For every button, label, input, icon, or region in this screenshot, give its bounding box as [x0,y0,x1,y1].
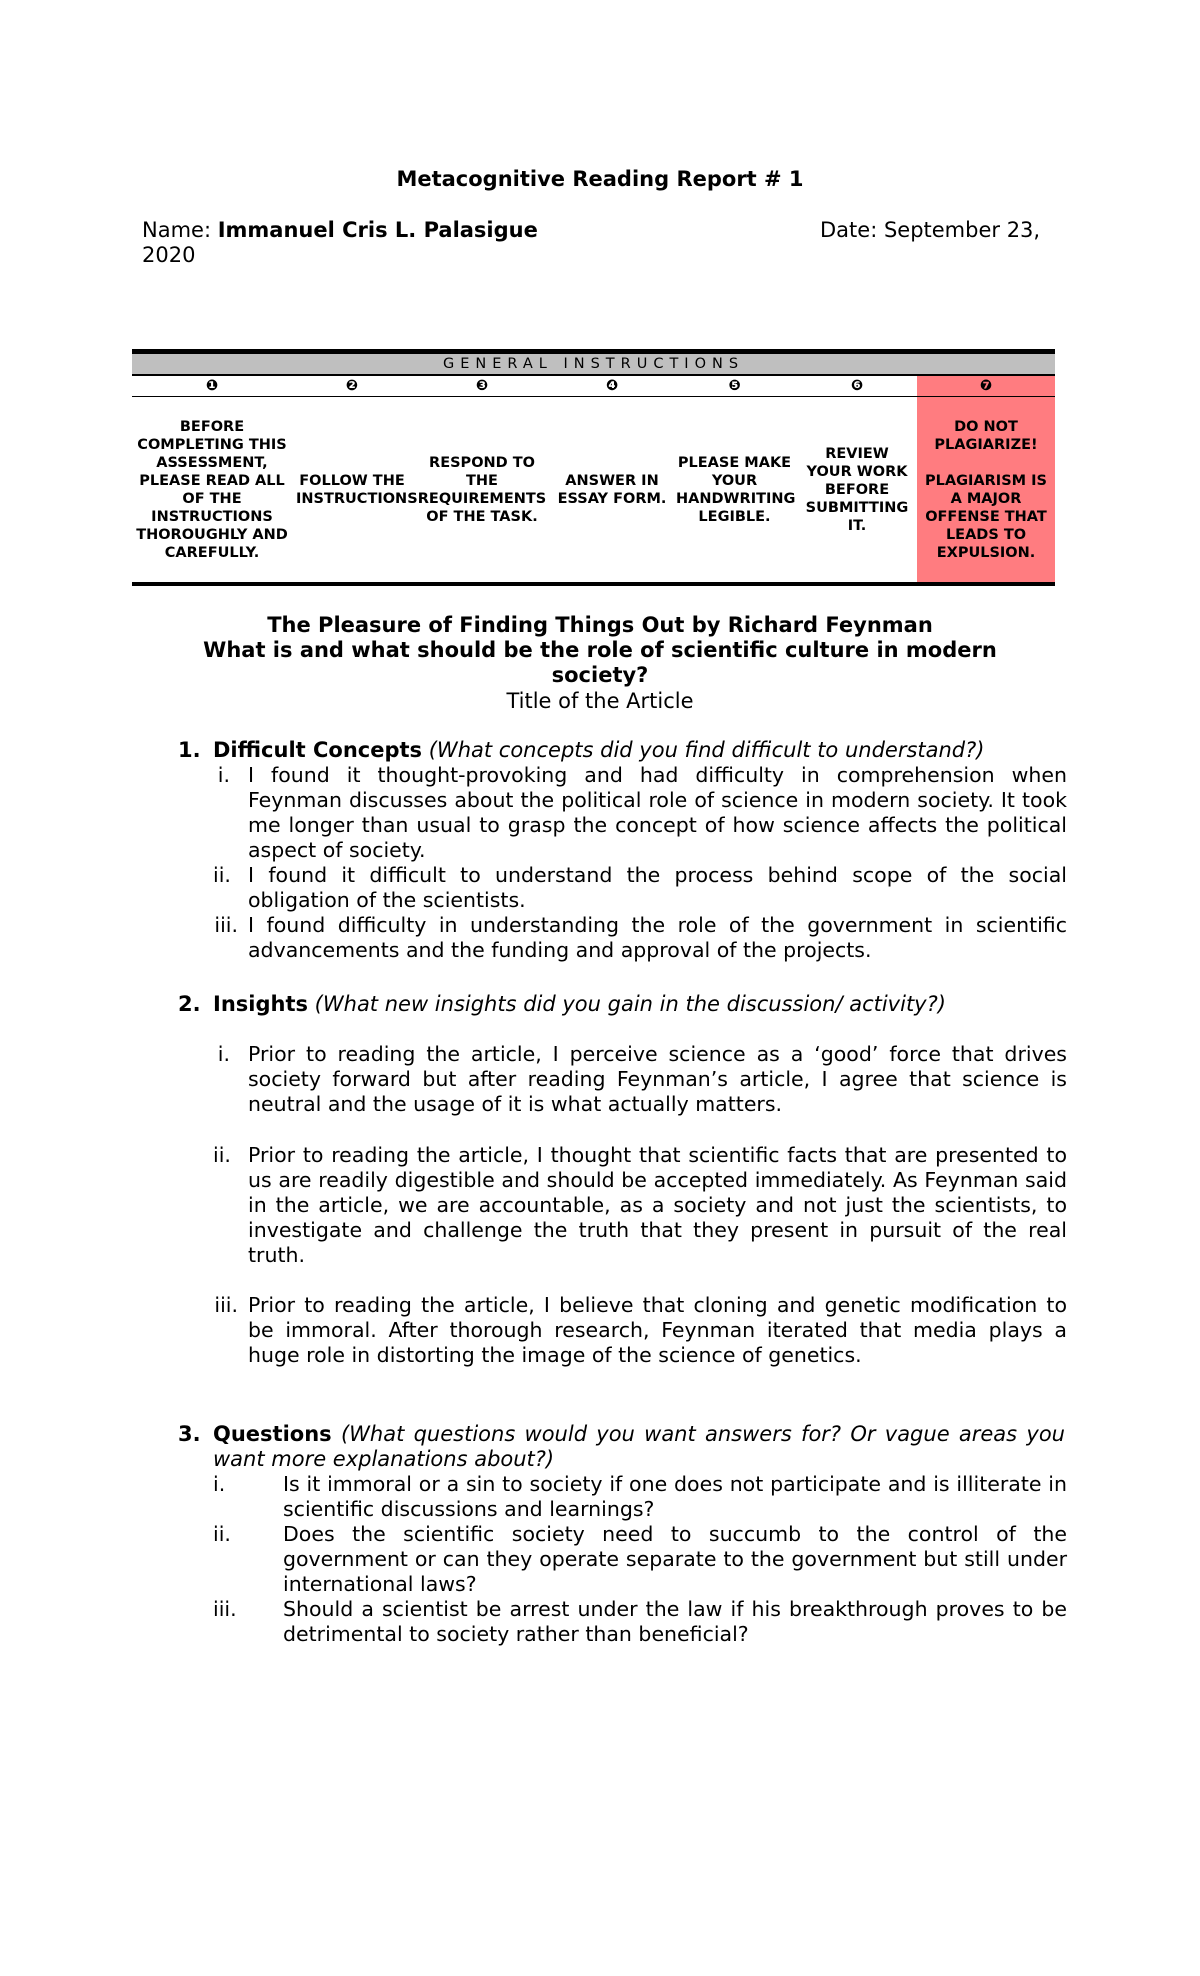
instruction-number: ❼ [917,375,1055,397]
warning-text: PLAGIARISM IS A MAJOR OFFENSE THAT LEADS TO EXPULSION. [925,472,1047,561]
section-title: Insights [213,992,308,1016]
section-prompt: (What concepts did you find difficult to understand?) [428,738,985,762]
general-instructions-table [132,349,1055,586]
instruction-cell: RESPOND TO THE REQUIREMENTS OF THE TASK. [412,397,552,585]
name-line [142,218,538,242]
item-text: Prior to reading the article, I thought that scientific facts that are presented to us are readily digestible and should be accepted immediately. As Feynman said in the article, we are accountable, as a society and not just the scientists, to investigate and challenge the truth that they present in pursuit of the real truth. [248,1143,1067,1267]
roman-numeral: iii. [214,913,238,937]
instruction-number: ❸ [412,375,552,397]
roman-numeral: iii. [214,1293,238,1317]
instruction-number: ❺ [672,375,797,397]
instruction-cell: PLEASE MAKE YOUR HANDWRITING LEGIBLE. [672,397,797,585]
item-text: I found it thought-provoking and had difficulty in comprehension when Feynman discusses about the political role of science in modern society. It took me longer than usual to grasp the concept of how science affects the political aspect of society. [248,763,1067,862]
roman-numeral: i. [217,1042,230,1066]
instruction-number: ❹ [552,375,672,397]
instruction-number: ❻ [797,375,917,397]
section-title: Difficult Concepts [213,738,423,762]
item-text: I found it difficult to understand the process behind scope of the social obligation of the scientists. [248,863,1067,912]
section-number: 2. [178,992,201,1016]
instruction-cell: REVIEW YOUR WORK BEFORE SUBMITTING IT. [797,397,917,585]
section-prompt: (What questions would you want answers for? Or vague areas [340,1422,1018,1446]
roman-numeral: i. [217,763,230,787]
student-name: Immanuel Cris L. Palasigue [217,218,538,242]
date-label: Date: September 23, [820,218,1041,242]
instruction-cell: ANSWER IN ESSAY FORM. [552,397,672,585]
item-text: Should a scientist be arrest under the law if his breakthrough proves to be detrimental to society rather than beneficial? [283,1597,1067,1646]
date-year: 2020 [142,243,196,267]
item-text: Prior to reading the article, I believe that cloning and genetic modification to be immoral. After thorough research, Feynman iterated that media plays a huge role in distorting the image of the science of genetics. [248,1293,1067,1367]
roman-numeral: ii. [213,1143,231,1167]
article-caption: Title of the Article [506,689,694,713]
instruction-number: ❷ [292,375,412,397]
section-prompt-continued: you want more explanations about?) [213,1422,1065,1471]
article-title-line-3: society? [551,663,649,687]
item-text: I found difficulty in understanding the role of the government in scientific advancements and the funding and approval of the projects. [248,913,1067,962]
general-instructions-heading: GENERAL INSTRUCTIONS [132,352,1055,376]
warning-title: DO NOT PLAGIARIZE! [934,418,1038,453]
item-text: Is it immoral or a sin to society if one does not participate and is illiterate in scientific discussions and learnings? [283,1472,1067,1521]
item-text: Prior to reading the article, I perceive science as a ‘good’ force that drives society forward but after reading Feynman’s article, I agree that science is neutral and the usage of it is what actually matters. [248,1042,1067,1116]
instruction-cell: FOLLOW THE INSTRUCTIONS. [292,397,412,585]
section-prompt: (What new insights did you gain in the discussion/ activity?) [314,992,946,1016]
section-title: Questions [213,1422,332,1446]
roman-numeral: ii. [213,863,231,887]
instruction-number: ❶ [132,375,292,397]
article-title-line-1: The Pleasure of Finding Things Out by Richard Feynman [267,613,933,637]
section-heading-text [213,1422,1065,1472]
instruction-cell: BEFORE COMPLETING THIS ASSESSMENT, PLEASE READ ALL OF THE INSTRUCTIONS THOROUGHLY AND CAREFULLY. [132,397,292,585]
article-title-line-2: What is and what should be the role of scientific culture in modern [203,638,997,662]
item-text: Does the scientific society need to succumb to the control of the government or can they operate separate to the government but still under international laws? [283,1522,1067,1596]
roman-numeral: ii. [213,1522,231,1546]
roman-numeral: i. [213,1472,226,1496]
name-label: Name: [142,218,212,242]
section-number: 1. [178,738,201,762]
warning-cell [917,397,1055,585]
section-number: 3. [178,1422,201,1446]
report-title: Metacognitive Reading Report # 1 [396,167,804,191]
roman-numeral: iii. [213,1597,237,1621]
